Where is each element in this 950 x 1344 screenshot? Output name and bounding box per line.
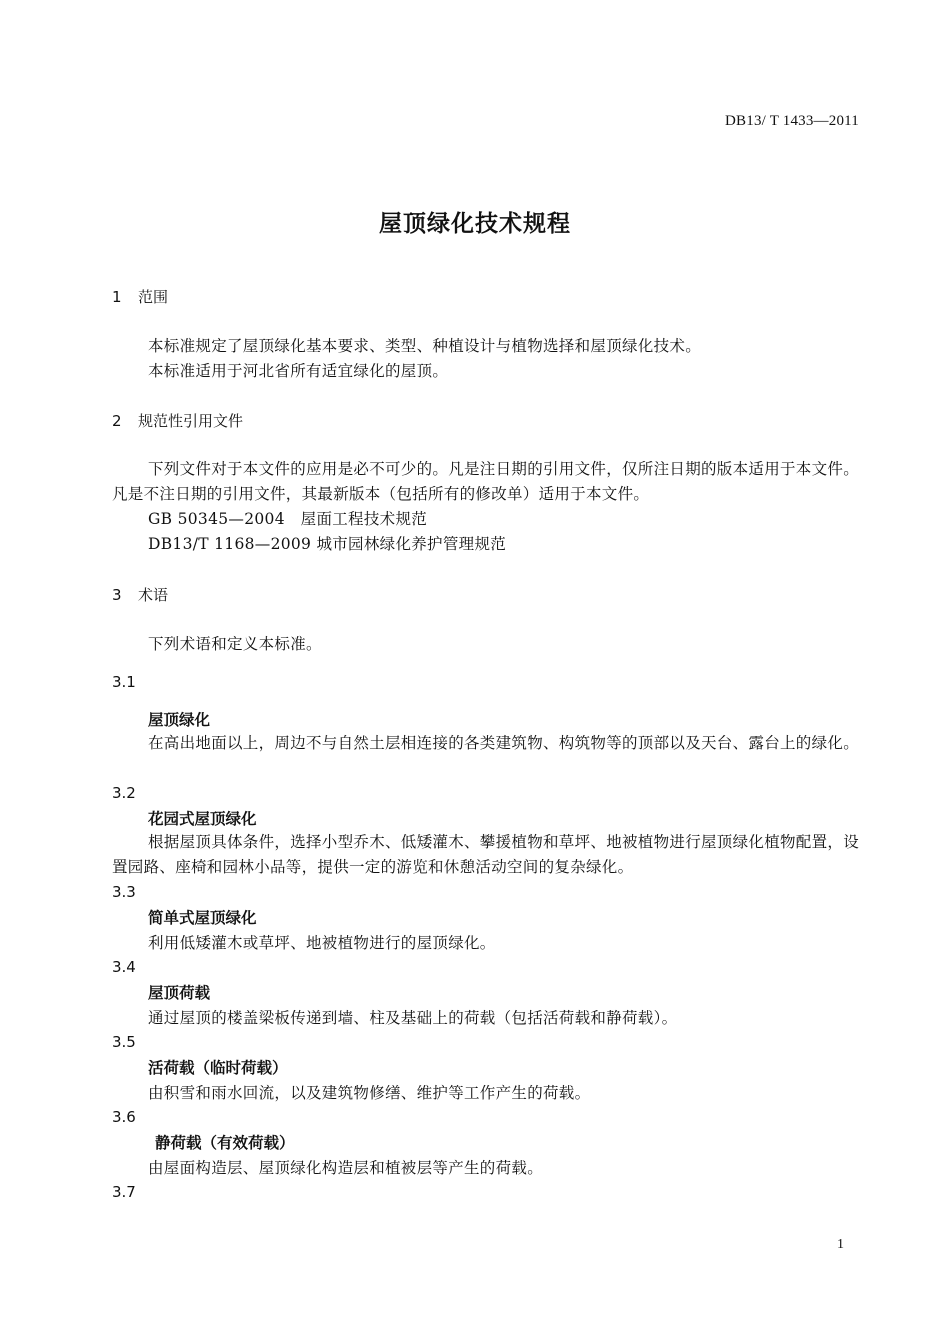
document-title: 屋顶绿化技术规程: [379, 211, 571, 237]
section-number: 2: [112, 412, 122, 430]
term-definition: 通过屋顶的楼盖梁板传递到墙、柱及基础上的荷载（包括活荷载和静荷载）。: [148, 1009, 678, 1027]
term-title: 静荷载（有效荷载）: [155, 1134, 295, 1152]
clause-number: 3.6: [112, 1108, 136, 1126]
clause-number: 3.1: [112, 673, 136, 691]
section-title: 术语: [138, 586, 169, 604]
section-number: 1: [112, 288, 122, 306]
paragraph: 下列文件对于本文件的应用是必不可少的。凡是注日期的引用文件，仅所注日期的版本适用于本文件。凡是不注日期的引用文件，其最新版本（包括所有的修改单）适用于本文件。: [112, 460, 860, 503]
term-definition: 由屋面构造层、屋顶绿化构造层和植被层等产生的荷载。: [148, 1159, 544, 1177]
term-title: 屋顶绿化: [148, 711, 211, 729]
clause-number: 3.7: [112, 1183, 136, 1201]
term-title: 活荷载（临时荷载）: [148, 1059, 288, 1077]
clause-number: 3.4: [112, 958, 136, 976]
reference-item: DB13/T 1168—2009 城市园林绿化养护管理规范: [148, 535, 507, 553]
term-definition: 在高出地面以上，周边不与自然土层相连接的各类建筑物、构筑物等的顶部以及天台、露台上的绿化。: [148, 734, 860, 752]
paragraph: 本标准规定了屋顶绿化基本要求、类型、种植设计与植物选择和屋顶绿化技术。: [148, 337, 702, 355]
section-title: 规范性引用文件: [138, 412, 244, 430]
term-title: 简单式屋顶绿化: [148, 909, 257, 927]
term-definition: 利用低矮灌木或草坪、地被植物进行的屋顶绿化。: [148, 934, 496, 952]
paragraph: 下列术语和定义本标准。: [148, 635, 322, 653]
clause-number: 3.2: [112, 784, 136, 802]
term-title: 屋顶荷载: [148, 984, 211, 1002]
clause-number: 3.3: [112, 883, 136, 901]
section-3-heading: [112, 584, 168, 605]
paragraph: 本标准适用于河北省所有适宜绿化的屋顶。: [148, 362, 449, 380]
section-2-heading: [112, 410, 243, 431]
term-definition: 由积雪和雨水回流，以及建筑物修缮、维护等工作产生的荷载。: [148, 1084, 591, 1102]
term-title: 花园式屋顶绿化: [148, 810, 257, 828]
document-code: DB13/ T 1433—2011: [725, 113, 859, 129]
section-number: 3: [112, 586, 122, 604]
section-title: 范围: [138, 288, 169, 306]
reference-item: GB 50345—2004 屋面工程技术规范: [148, 510, 428, 528]
clause-number: 3.5: [112, 1033, 136, 1051]
page-number: 1: [837, 1237, 844, 1252]
section-1-heading: [112, 286, 168, 307]
term-definition: 根据屋顶具体条件，选择小型乔木、低矮灌木、攀援植物和草坪、地被植物进行屋顶绿化植物配置，设置园路、座椅和园林小品等，提供一定的游览和休憩活动空间的复杂绿化。: [112, 833, 860, 876]
